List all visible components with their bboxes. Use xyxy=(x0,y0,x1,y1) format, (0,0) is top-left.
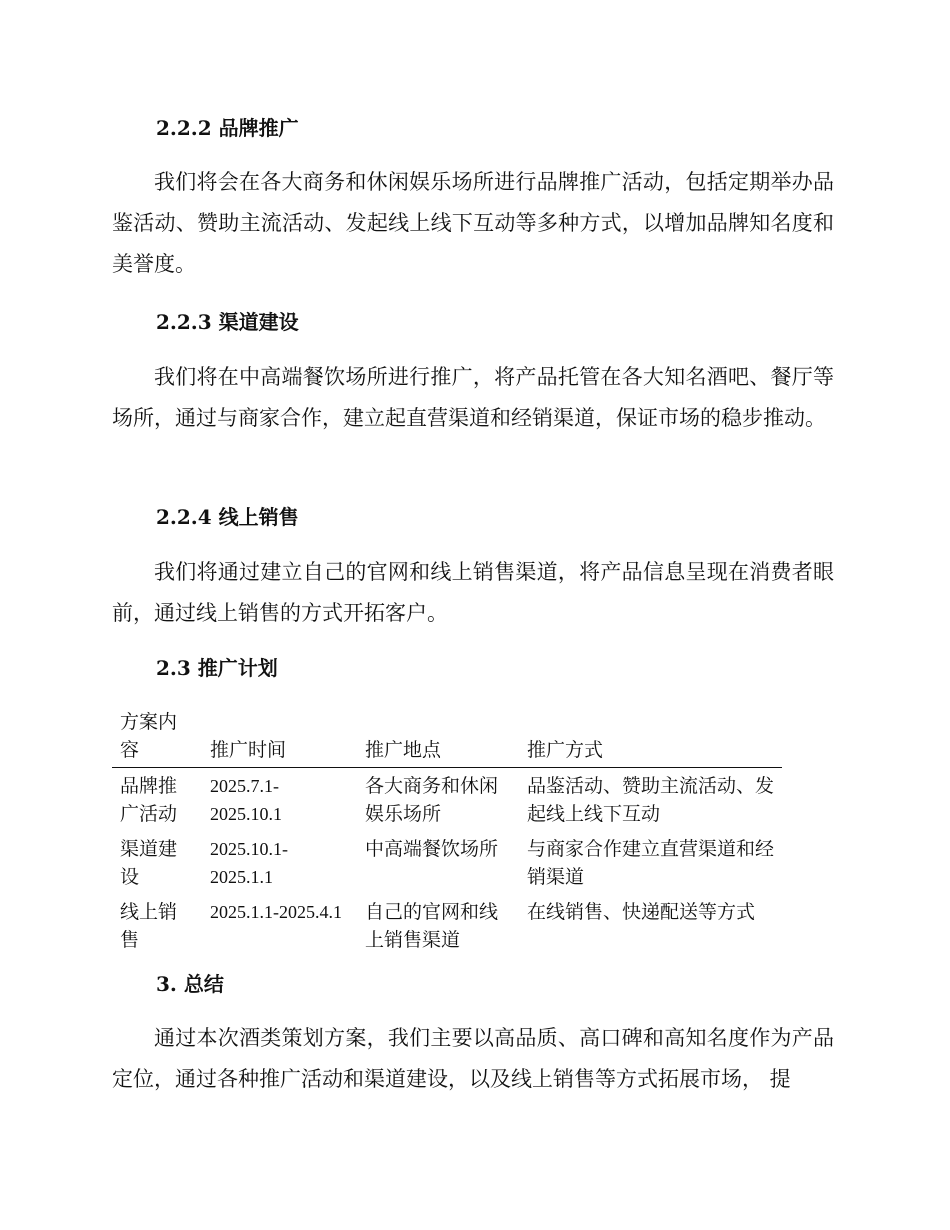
cell-method: 在线销售、快递配送等方式 xyxy=(527,901,756,923)
cell-time: 2025.1.1-2025.4.1 xyxy=(210,902,342,922)
cell-place: 中高端餐饮场所 xyxy=(365,838,499,860)
paragraph-summary: 通过本次酒类策划方案，我们主要以高品质、高口碑和高知名度作为产品定位，通过各种推广活动和渠道建设，以及线上销售等方式拓展市场， 提 xyxy=(112,1026,834,1091)
paragraph-channel-building: 我们将在中高端餐饮场所进行推广，将产品托管在各大知名酒吧、餐厅等场所，通过与商家合作，建立起直营渠道和经销渠道，保证市场的稳步推动。 xyxy=(112,365,834,430)
column-header-place: 推广地点 xyxy=(357,706,519,768)
section-heading-channel-building: 2.2.3 渠道建设 xyxy=(156,310,299,334)
table-row xyxy=(112,894,782,957)
cell-time: 2025.10.1-2025.1.1 xyxy=(210,839,288,887)
section-heading-brand-promotion: 2.2.2 品牌推广 xyxy=(156,116,299,140)
column-header-method: 推广方式 xyxy=(519,706,782,768)
section-heading-promotion-plan: 2.3 推广计划 xyxy=(156,656,278,680)
table-row xyxy=(112,768,782,832)
paragraph-brand-promotion: 我们将会在各大商务和休闲娱乐场所进行品牌推广活动，包括定期举办品鉴活动、赞助主流活动、发起线上线下互动等多种方式，以增加品牌知名度和美誉度。 xyxy=(112,170,834,276)
paragraph-online-sales: 我们将通过建立自己的官网和线上销售渠道，将产品信息呈现在消费者眼前，通过线上销售的方式开拓客户。 xyxy=(112,560,834,625)
cell-time: 2025.7.1-2025.10.1 xyxy=(210,776,282,824)
promotion-plan-table xyxy=(112,706,782,957)
cell-method: 品鉴活动、赞助主流活动、发起线上线下互动 xyxy=(527,775,775,825)
cell-content: 线上销售 xyxy=(120,901,178,951)
table-row xyxy=(112,831,782,894)
section-heading-summary: 3. 总结 xyxy=(156,972,224,996)
cell-place: 自己的官网和线上销售渠道 xyxy=(365,901,499,951)
table-header-row xyxy=(112,706,782,768)
column-header-content: 方案内容 xyxy=(112,706,202,768)
cell-content: 品牌推广活动 xyxy=(120,775,178,825)
column-header-time: 推广时间 xyxy=(202,706,357,768)
cell-method: 与商家合作建立直营渠道和经销渠道 xyxy=(527,838,775,888)
cell-content: 渠道建设 xyxy=(120,838,178,888)
cell-place: 各大商务和休闲娱乐场所 xyxy=(365,775,499,825)
section-heading-online-sales: 2.2.4 线上销售 xyxy=(156,505,299,529)
